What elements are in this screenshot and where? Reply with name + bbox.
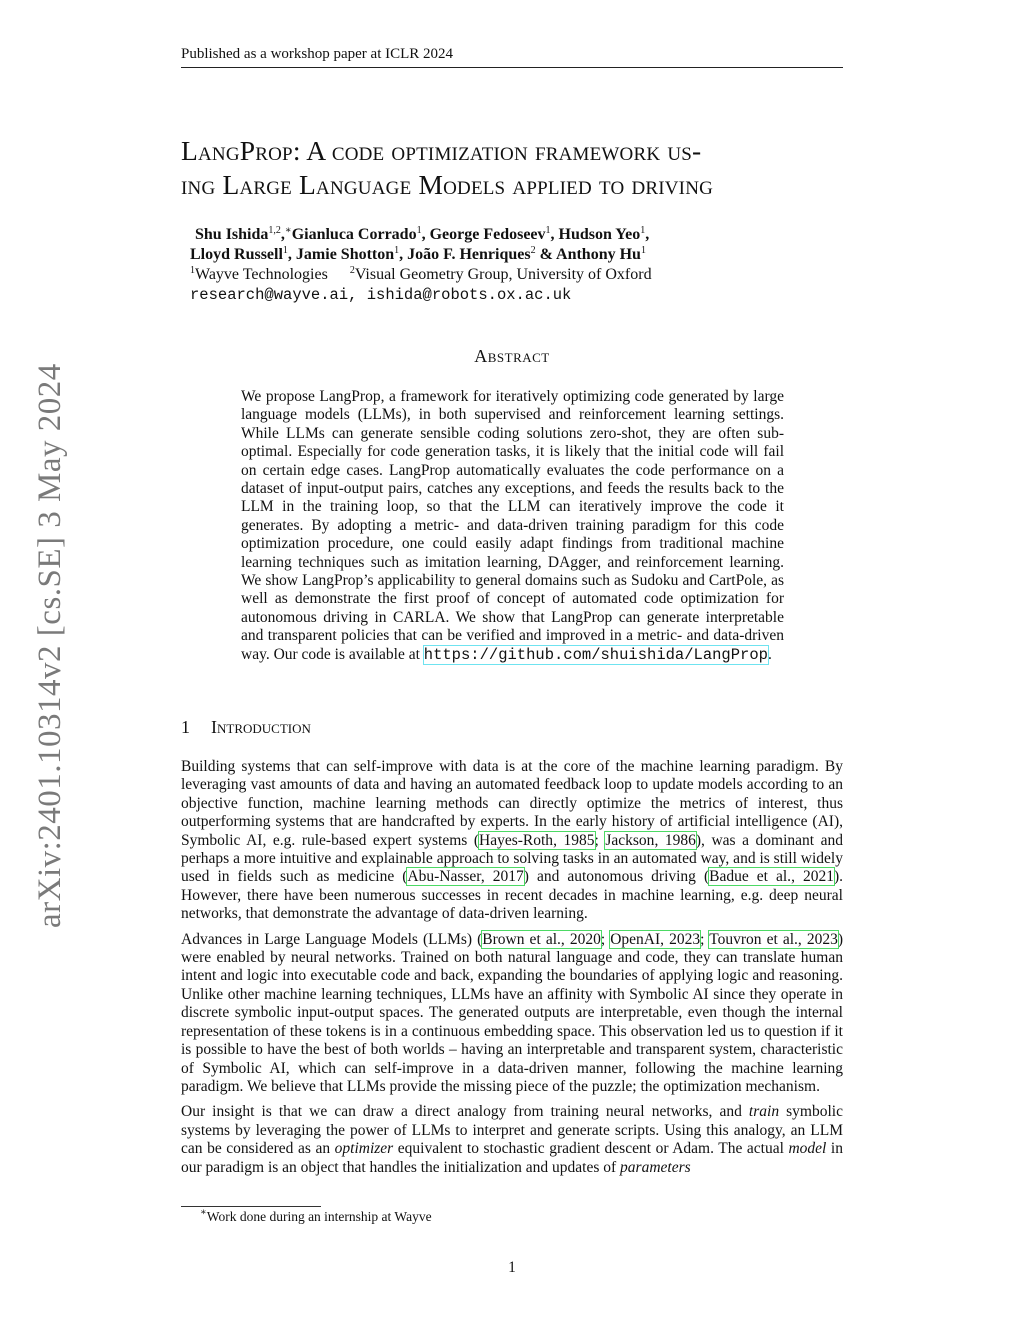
citation-author: Touvron et al. <box>709 930 798 948</box>
emphasis: optimizer <box>334 1140 394 1158</box>
citation-author: OpenAI <box>610 930 661 948</box>
author-emails: research@wayve.ai, ishida@robots.ox.ac.uk <box>190 286 572 304</box>
author-name: & Anthony Hu <box>535 246 641 263</box>
affiliation-mark: 1 <box>394 245 400 256</box>
page-number: 1 <box>508 1259 516 1276</box>
citation-author: Brown et al. <box>482 930 561 948</box>
author-name: , Hudson Yeo <box>550 226 641 243</box>
title-line-1: LangProp: A code optimization framework us- <box>181 135 702 166</box>
affiliation-line <box>190 265 830 285</box>
citation-year: 1986 <box>664 831 696 849</box>
citation-link[interactable]: Brown et al., 2020 <box>482 930 601 948</box>
author-line-1 <box>190 225 830 245</box>
affiliation-mark: 2 <box>349 265 355 276</box>
footnote-mark: ∗ <box>200 1207 207 1218</box>
section-heading <box>181 717 581 738</box>
abstract-text: We propose LangProp, a framework for iteratively optimizing code generated by large language models (LLMs), in both supervised and reinforcement learning settings. While LLMs can generate sensible coding solutions zero-shot, they are often sub-optimal. Especially for code generation tasks, it is likely that the initial code will fail on certain edge cases. LangProp automatically evaluates the code performance on a dataset of input-output pairs, catches any exceptions, and feeds the results back to the LLM in the training loop, so that the LLM can iteratively improve the code it generates. By adopting a metric- and data-driven training paradigm for this code optimization procedure, one could easily adapt findings from traditional machine learning techniques such as imitation learning, DAgger, and reinforcement learning. We show LangProp’s applicability to general domains such as Sudoku and CartPole, as well as demonstrate the first proof of concept of automated code optimization for autonomous driving in CARLA. We show that LangProp can generate interpretable and transparent policies that can be verified and improved in a metric- and data-driven way. Our code is available at <box>241 388 784 663</box>
citation-year: 1985 <box>563 831 595 849</box>
paper-title <box>181 134 851 202</box>
text-run: in our paradigm is an object that handles the initialization and updates of <box>181 1140 843 1176</box>
emphasis: model <box>788 1140 827 1158</box>
arxiv-stamp: arXiv:2401.10314v2 [cs.SE] 3 May 2024 <box>32 363 68 928</box>
citation-author: Jackson <box>605 831 655 849</box>
author-line-2 <box>190 245 830 265</box>
affiliation-mark: 2 <box>530 245 536 256</box>
affiliation-mark: 1,2 <box>268 225 281 236</box>
emphasis: parameters <box>620 1158 691 1176</box>
affiliation-wayve: Wayve Technologies <box>195 266 328 283</box>
citation-year: 2017 <box>492 868 524 886</box>
footnote <box>200 1209 432 1225</box>
author-name: Shu Ishida <box>195 226 269 243</box>
section-title: Introduction <box>211 717 311 737</box>
abstract-end: . <box>767 645 772 663</box>
abstract-body <box>241 388 784 664</box>
author-name: , George Fedoseev <box>421 226 546 243</box>
footnote-text: Work done during an internship at Wayve <box>206 1209 432 1224</box>
text-run: symbolic systems by leveraging the power of LLMs to interpret and generate scripts. Using this analogy, an LLM can be considered as an <box>181 1103 843 1158</box>
text-run: Our insight is that we can draw a direct analogy from training neural networks, and <box>181 1103 749 1121</box>
citation-link[interactable]: Abu-Nasser, 2017 <box>407 868 524 886</box>
citation-link[interactable]: Badue et al., 2021 <box>709 868 834 886</box>
affiliation-mark: 1 <box>545 225 551 236</box>
text-run: Advances in Large Language Models (LLMs) ( <box>181 930 483 948</box>
citation-link[interactable]: OpenAI, 2023 <box>610 930 701 948</box>
author-name: , Jamie Shotton <box>287 246 395 263</box>
abstract-heading: Abstract <box>474 346 550 366</box>
code-link[interactable]: https://github.com/shuishida/LangProp <box>423 645 768 664</box>
main-body <box>181 758 843 1184</box>
citation-year: 2023 <box>806 930 838 948</box>
citation-link[interactable]: Hayes-Roth, 1985 <box>479 831 595 849</box>
author-name: , João F. Henriques <box>399 246 531 263</box>
affiliation-mark: 1 <box>416 225 422 236</box>
title-line-2: ing Large Language Models applied to driving <box>181 169 714 200</box>
citation-link[interactable]: Touvron et al., 2023 <box>709 930 838 948</box>
author-name: Lloyd Russell <box>190 246 283 263</box>
text-run: ) were enabled by neural networks. Trained on both natural language and code, they can translate human intent and logic into executable code and back, expanding the boundaries of applying logic and reasoning. Unlike other machine learning techniques, LLMs have an affinity with Symbolic AI since they operate in discrete symbolic input-output spaces. The generated outputs are interpretable, even though the internal representation of these tokens is in a continuous embedding space. This observation led us to question if it is possible to have the best of both worlds – having an interpretable and transparent system, characteristic of Symbolic AI, which can self-improve in a data-driven manner, following the machine learning paradigm. We believe that LLMs provide the missing piece of the puzzle; the optimization mechanism. <box>181 930 844 1095</box>
text-run: ). However, there have been numerous successes in recent decades in machine learning, e.g. deep neural networks, that demonstrate the advantage of data-driven learning. <box>181 868 844 923</box>
separator: ; <box>594 831 606 849</box>
emphasis: train <box>748 1103 780 1121</box>
text-run: ), was a dominant and perhaps a more intuitive and explainable approach to solving tasks in an automated way, and is still widely used in fields such as medicine ( <box>181 831 844 886</box>
paragraph-3 <box>181 1103 843 1177</box>
affiliation-oxford: Visual Geometry Group, University of Oxford <box>354 266 652 283</box>
affiliation-mark: 1 <box>282 245 288 256</box>
affiliation-mark: 1 <box>640 225 646 236</box>
paragraph-1 <box>181 758 843 924</box>
paragraph-2 <box>181 931 843 1097</box>
text-run: Building systems that can self-improve with data is at the core of the machine learning paradigm. By leveraging vast amounts of data and having an automated feedback loop to update models according to an objective function, machine learning methods can directly optimize the metrics of interest, thus outperforming systems that are handcrafted by experts. In the early history of artificial intelligence (AI), Symbolic AI, e.g. rule-based expert systems ( <box>181 758 843 849</box>
text-run: equivalent to stochastic gradient descent or Adam. The actual <box>393 1140 789 1158</box>
separator: ; <box>700 930 710 948</box>
affiliation-mark: 1 <box>190 265 195 276</box>
separator: , <box>645 226 650 243</box>
citation-author: Abu-Nasser <box>407 868 481 886</box>
running-header: Published as a workshop paper at ICLR 2024 <box>181 45 843 68</box>
citation-author: Hayes-Roth <box>479 831 554 849</box>
citation-author: Badue et al. <box>709 868 792 886</box>
author-block <box>190 225 830 305</box>
citation-year: 2020 <box>569 930 601 948</box>
separator: , <box>280 226 285 243</box>
affiliation-mark: 1 <box>640 245 646 256</box>
citation-year: 2021 <box>802 868 834 886</box>
separator: ; <box>600 930 611 948</box>
author-name: Gianluca Corrado <box>291 226 417 243</box>
text-run: ) and autonomous driving ( <box>523 868 710 886</box>
citation-year: 2023 <box>669 930 701 948</box>
citation-link[interactable]: Jackson, 1986 <box>605 831 696 849</box>
footnote-mark: ∗ <box>284 225 292 236</box>
section-number: 1 <box>181 717 190 737</box>
